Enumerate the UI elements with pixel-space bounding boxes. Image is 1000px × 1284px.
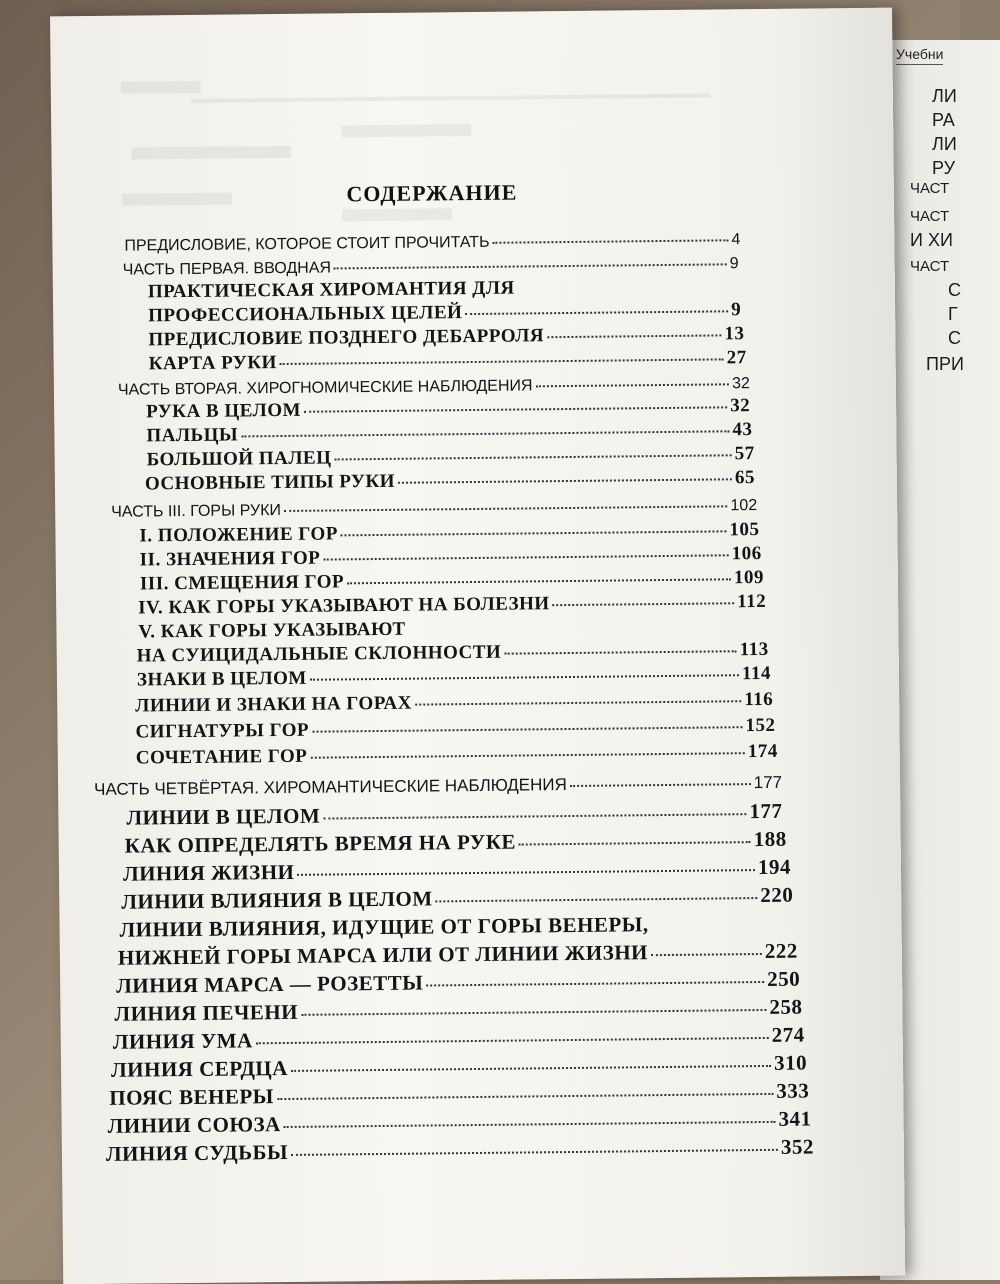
toc-entry: ЧАСТЬ ВТОРАЯ. ХИРОГНОМИЧЕСКИЕ НАБЛЮДЕНИЯ 32 <box>117 375 750 399</box>
facing-line: ЛИ <box>932 134 957 154</box>
show-through <box>121 81 201 94</box>
toc-entry: ЛИНИЯ СУДЬБЫ 352 <box>105 1134 815 1166</box>
toc-entry-line1: ПРАКТИЧЕСКАЯ ХИРОМАНТИЯ ДЛЯ <box>147 277 515 303</box>
facing-line: ЧАСТ <box>910 258 950 275</box>
toc-entry: КАК ОПРЕДЕЛЯТЬ ВРЕМЯ НА РУКЕ 188 <box>124 826 787 858</box>
show-through <box>131 146 291 160</box>
toc-entry: ПОЯС ВЕНЕРЫ 333 <box>109 1078 810 1110</box>
toc-entry: ЛИНИЯ ПЕЧЕНИ 258 <box>114 994 803 1026</box>
toc-entry: СОЧЕТАНИЕ ГОР 174 <box>135 740 778 769</box>
facing-line: И ХИ <box>910 230 953 250</box>
page-title: СОДЕРЖАНИЕ <box>346 179 518 207</box>
facing-line: Г <box>948 304 958 324</box>
toc-entry: ЛИНИЯ МАРСА — РОЗЕТТЫ 250 <box>116 966 801 998</box>
toc-entry: ЧАСТЬ ЧЕТВЁРТАЯ. ХИРОМАНТИЧЕСКИЕ НАБЛЮДЕНИЯ 177 <box>94 772 783 799</box>
show-through <box>342 208 452 221</box>
toc-entry: I. ПОЛОЖЕНИЕ ГОР 105 <box>139 519 760 547</box>
toc-entry-line1: ЛИНИИ ВЛИЯНИЯ, ИДУЩИЕ ОТ ГОРЫ ВЕНЕРЫ, <box>119 912 649 942</box>
toc-entry: ЛИНИЯ СЕРДЦА 310 <box>110 1050 808 1082</box>
toc-entry: ЛИНИИ СОЮЗА 341 <box>107 1106 812 1138</box>
toc-entry: БОЛЬШОЙ ПАЛЕЦ 57 <box>146 443 755 471</box>
facing-line: ЧАСТ <box>910 180 950 197</box>
facing-line: ПРИ <box>926 354 964 374</box>
facing-line: РА <box>932 110 955 130</box>
toc-entry: ЛИНИЯ УМА 274 <box>112 1022 805 1054</box>
toc-entry: ЛИНИИ В ЦЕЛОМ 177 <box>126 798 783 830</box>
toc-entry: III. СМЕЩЕНИЯ ГОР 109 <box>139 566 765 595</box>
toc-entry: КАРТА РУКИ 27 <box>148 347 747 375</box>
toc-entry: РУКА В ЦЕЛОМ 32 <box>146 395 751 423</box>
book-page <box>50 8 905 1284</box>
toc-entry: II. ЗНАЧЕНИЯ ГОР 106 <box>139 542 762 571</box>
toc-entry: НИЖНЕЙ ГОРЫ МАРСА ИЛИ ОТ ЛИНИИ ЖИЗНИ 222 <box>117 938 798 970</box>
toc-entry: ЛИНИЯ ЖИЗНИ 194 <box>122 854 792 886</box>
toc-entry: ЛИНИИ ВЛИЯНИЯ В ЦЕЛОМ 220 <box>121 882 794 914</box>
toc-entry: ПРЕДИСЛОВИЕ ПОЗДНЕГО ДЕБАРРОЛЯ 13 <box>148 323 745 351</box>
toc-entry: ОСНОВНЫЕ ТИПЫ РУКИ 65 <box>144 467 756 495</box>
facing-line: ЧАСТ <box>910 208 950 225</box>
facing-line: С <box>948 328 961 348</box>
show-through <box>191 93 711 102</box>
toc-entry: ПРОФЕССИОНАЛЬНЫХ ЦЕЛЕЙ 9 <box>148 299 742 327</box>
toc-entry: ЧАСТЬ ПЕРВАЯ. ВВОДНАЯ 9 <box>122 255 739 279</box>
facing-line: ЛИ <box>932 86 957 106</box>
toc-entry: ЧАСТЬ III. ГОРЫ РУКИ 102 <box>111 497 758 521</box>
toc-entry-line1: V. КАК ГОРЫ УКАЗЫВАЮТ <box>138 618 406 643</box>
show-through <box>341 124 471 137</box>
running-head: Учебни <box>896 46 943 65</box>
toc-entry: ЛИНИИ И ЗНАКИ НА ГОРАХ 116 <box>135 688 774 717</box>
toc-entry: ЗНАКИ В ЦЕЛОМ 114 <box>136 662 772 691</box>
toc-entry: ПРЕДИСЛОВИЕ, КОТОРОЕ СТОИТ ПРОЧИТАТЬ 4 <box>124 231 741 255</box>
toc-entry: ПАЛЬЦЫ 43 <box>146 419 753 447</box>
toc-entry: НА СУИЦИДАЛЬНЫЕ СКЛОННОСТИ 113 <box>136 638 769 667</box>
toc-entry: СИГНАТУРЫ ГОР 152 <box>135 714 776 743</box>
facing-line: РУ <box>932 158 956 178</box>
toc-entry: IV. КАК ГОРЫ УКАЗЫВАЮТ НА БОЛЕЗНИ 112 <box>138 590 767 619</box>
facing-line: С <box>948 280 961 300</box>
